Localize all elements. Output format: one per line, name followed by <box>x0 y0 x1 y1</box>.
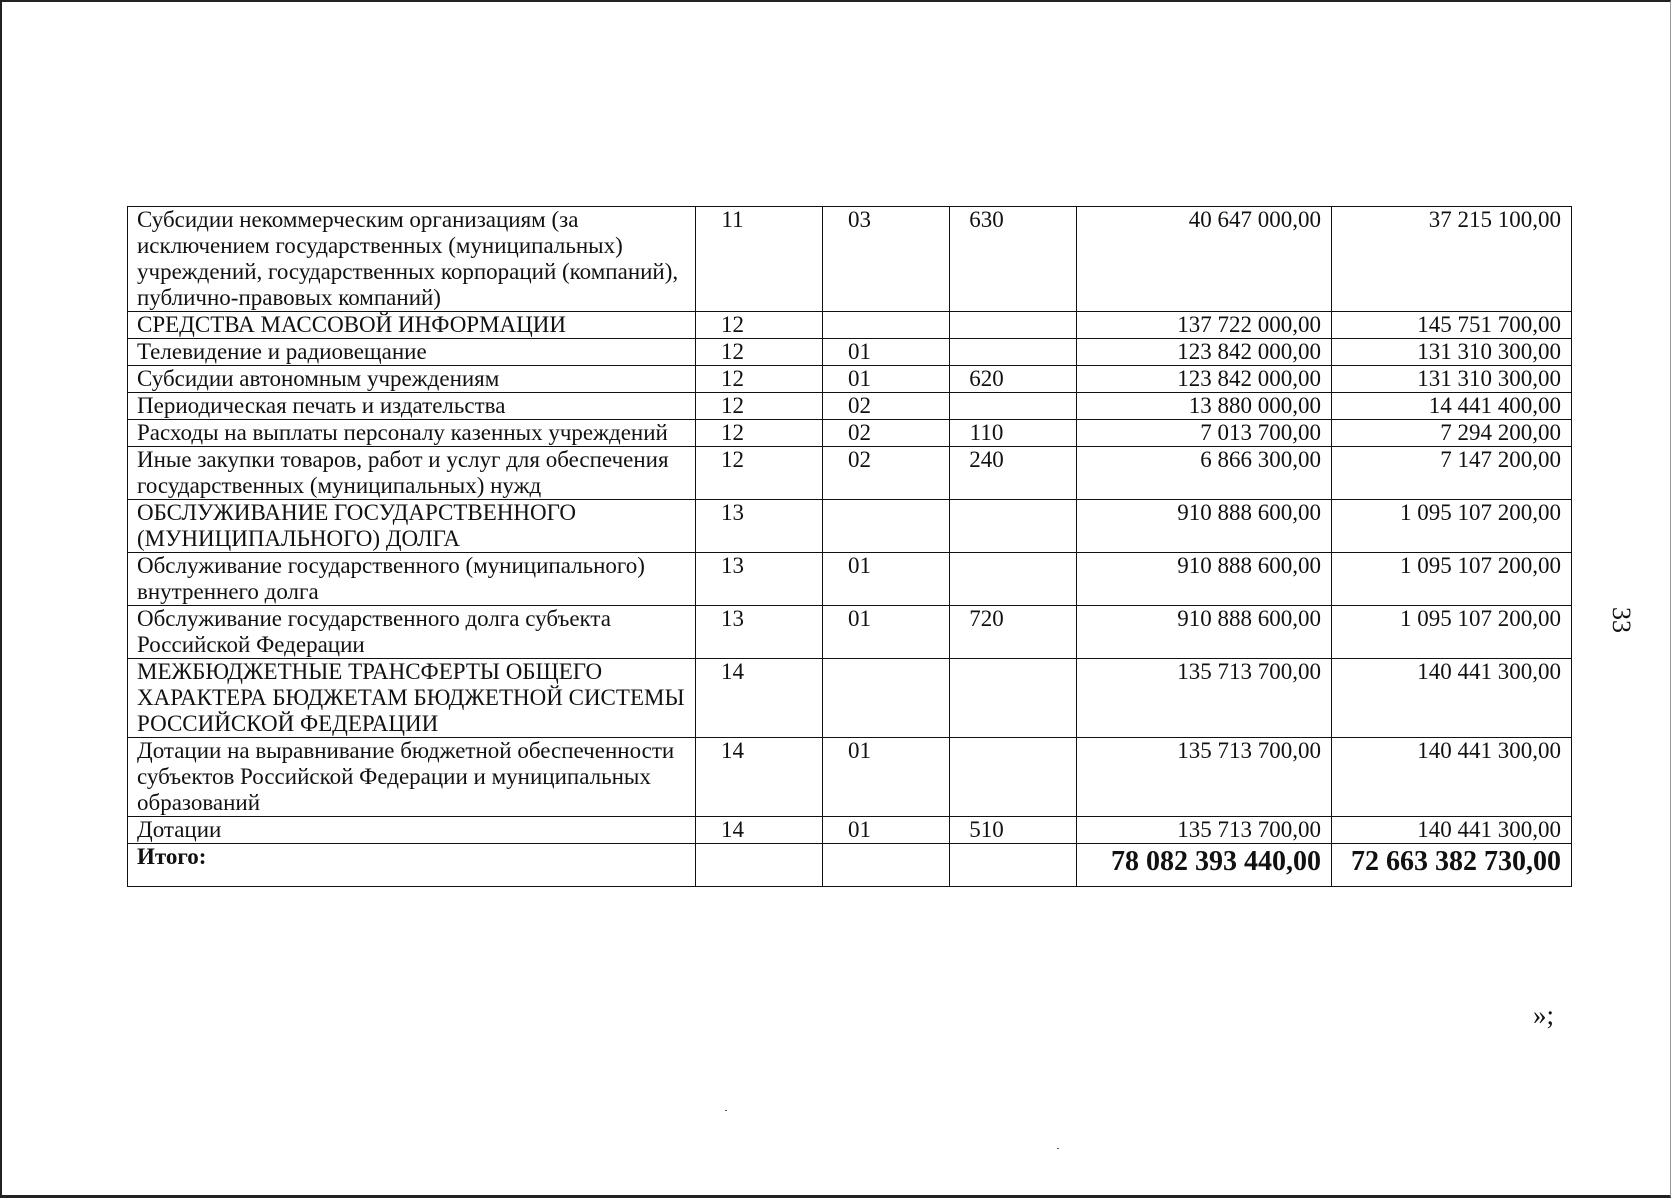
row-section: 13 <box>696 606 823 659</box>
row-sum-year2: 131 310 300,00 <box>1332 339 1572 366</box>
table-row <box>128 312 1572 339</box>
row-sum-year2: 1 095 107 200,00 <box>1332 553 1572 606</box>
row-section: 12 <box>696 339 823 366</box>
row-name: ОБСЛУЖИВАНИЕ ГОСУДАРСТВЕННОГО (МУНИЦИПАЛЬНОГО) ДОЛГА <box>128 500 696 553</box>
row-expense-type <box>950 738 1077 817</box>
row-name: Обслуживание государственного (муниципального) внутреннего долга <box>128 553 696 606</box>
row-sum-year1: 135 713 700,00 <box>1077 738 1332 817</box>
table-row <box>128 817 1572 844</box>
total-sum-year1: 78 082 393 440,00 <box>1077 844 1332 887</box>
row-name: Дотации на выравнивание бюджетной обеспеченности субъектов Российской Федерации и муниципальных образований <box>128 738 696 817</box>
table-row <box>128 553 1572 606</box>
row-sum-year1: 123 842 000,00 <box>1077 366 1332 393</box>
row-expense-type: 240 <box>950 447 1077 500</box>
page-number: 33 <box>1607 607 1636 633</box>
row-expense-type: 110 <box>950 420 1077 447</box>
row-sum-year1: 135 713 700,00 <box>1077 817 1332 844</box>
row-sum-year2: 140 441 300,00 <box>1332 817 1572 844</box>
row-expense-type <box>950 312 1077 339</box>
row-sum-year2: 7 294 200,00 <box>1332 420 1572 447</box>
row-sum-year2: 14 441 400,00 <box>1332 393 1572 420</box>
row-subsection <box>823 659 950 738</box>
row-expense-type <box>950 500 1077 553</box>
row-sum-year1: 910 888 600,00 <box>1077 606 1332 659</box>
row-name: Расходы на выплаты персоналу казенных учреждений <box>128 420 696 447</box>
row-section: 12 <box>696 366 823 393</box>
row-subsection: 01 <box>823 339 950 366</box>
row-expense-type <box>950 339 1077 366</box>
row-sum-year2: 1 095 107 200,00 <box>1332 500 1572 553</box>
row-expense-type <box>950 553 1077 606</box>
row-name: Периодическая печать и издательства <box>128 393 696 420</box>
row-expense-type: 720 <box>950 606 1077 659</box>
row-sum-year2: 37 215 100,00 <box>1332 207 1572 312</box>
row-subsection: 01 <box>823 738 950 817</box>
row-expense-type: 620 <box>950 366 1077 393</box>
row-subsection <box>823 500 950 553</box>
table-row <box>128 500 1572 553</box>
row-section: 13 <box>696 553 823 606</box>
row-sum-year2: 7 147 200,00 <box>1332 447 1572 500</box>
row-sum-year1: 910 888 600,00 <box>1077 553 1332 606</box>
row-name: Субсидии автономным учреждениям <box>128 366 696 393</box>
row-sum-year1: 910 888 600,00 <box>1077 500 1332 553</box>
row-sum-year1: 13 880 000,00 <box>1077 393 1332 420</box>
row-expense-type <box>950 659 1077 738</box>
total-empty-cell <box>823 844 950 887</box>
row-sum-year1: 137 722 000,00 <box>1077 312 1332 339</box>
table-row <box>128 606 1572 659</box>
row-subsection: 01 <box>823 606 950 659</box>
scan-speck <box>1057 1148 1059 1149</box>
row-expense-type: 510 <box>950 817 1077 844</box>
row-subsection <box>823 312 950 339</box>
table-row <box>128 366 1572 393</box>
row-sum-year1: 7 013 700,00 <box>1077 420 1332 447</box>
row-subsection: 01 <box>823 366 950 393</box>
row-sum-year2: 131 310 300,00 <box>1332 366 1572 393</box>
row-sum-year1: 40 647 000,00 <box>1077 207 1332 312</box>
row-sum-year2: 145 751 700,00 <box>1332 312 1572 339</box>
row-name: МЕЖБЮДЖЕТНЫЕ ТРАНСФЕРТЫ ОБЩЕГО ХАРАКТЕРА БЮДЖЕТАМ БЮДЖЕТНОЙ СИСТЕМЫ РОССИЙСКОЙ ФЕДЕРАЦИИ <box>128 659 696 738</box>
row-expense-type: 630 <box>950 207 1077 312</box>
row-subsection: 02 <box>823 447 950 500</box>
budget-table-body <box>128 207 1572 887</box>
table-row <box>128 207 1572 312</box>
total-empty-cell <box>950 844 1077 887</box>
budget-table <box>127 206 1572 887</box>
table-row <box>128 447 1572 500</box>
closing-quote-mark: »; <box>1533 1000 1555 1030</box>
total-row <box>128 844 1572 887</box>
row-sum-year2: 140 441 300,00 <box>1332 738 1572 817</box>
row-section: 14 <box>696 659 823 738</box>
table-row <box>128 738 1572 817</box>
row-name: Субсидии некоммерческим организациям (за исключением государственных (муниципальных) учреждений, государственных корпораций (компаний), публично-правовых компаний) <box>128 207 696 312</box>
total-label: Итого: <box>128 844 696 887</box>
row-sum-year2: 1 095 107 200,00 <box>1332 606 1572 659</box>
row-sum-year1: 6 866 300,00 <box>1077 447 1332 500</box>
row-section: 13 <box>696 500 823 553</box>
row-subsection: 03 <box>823 207 950 312</box>
row-expense-type <box>950 393 1077 420</box>
row-section: 14 <box>696 817 823 844</box>
row-name: Дотации <box>128 817 696 844</box>
row-sum-year1: 135 713 700,00 <box>1077 659 1332 738</box>
table-row <box>128 339 1572 366</box>
row-section: 12 <box>696 447 823 500</box>
row-section: 12 <box>696 312 823 339</box>
row-sum-year2: 140 441 300,00 <box>1332 659 1572 738</box>
row-section: 11 <box>696 207 823 312</box>
total-empty-cell <box>696 844 823 887</box>
table-row <box>128 393 1572 420</box>
table-row <box>128 659 1572 738</box>
row-name: СРЕДСТВА МАССОВОЙ ИНФОРМАЦИИ <box>128 312 696 339</box>
row-name: Телевидение и радиовещание <box>128 339 696 366</box>
row-subsection: 01 <box>823 817 950 844</box>
table-row <box>128 420 1572 447</box>
row-name: Обслуживание государственного долга субъекта Российской Федерации <box>128 606 696 659</box>
row-section: 14 <box>696 738 823 817</box>
total-sum-year2: 72 663 382 730,00 <box>1332 844 1572 887</box>
row-section: 12 <box>696 393 823 420</box>
row-subsection: 02 <box>823 420 950 447</box>
row-sum-year1: 123 842 000,00 <box>1077 339 1332 366</box>
scan-speck <box>725 1110 727 1111</box>
row-section: 12 <box>696 420 823 447</box>
row-subsection: 01 <box>823 553 950 606</box>
row-subsection: 02 <box>823 393 950 420</box>
row-name: Иные закупки товаров, работ и услуг для обеспечения государственных (муниципальных) нужд <box>128 447 696 500</box>
